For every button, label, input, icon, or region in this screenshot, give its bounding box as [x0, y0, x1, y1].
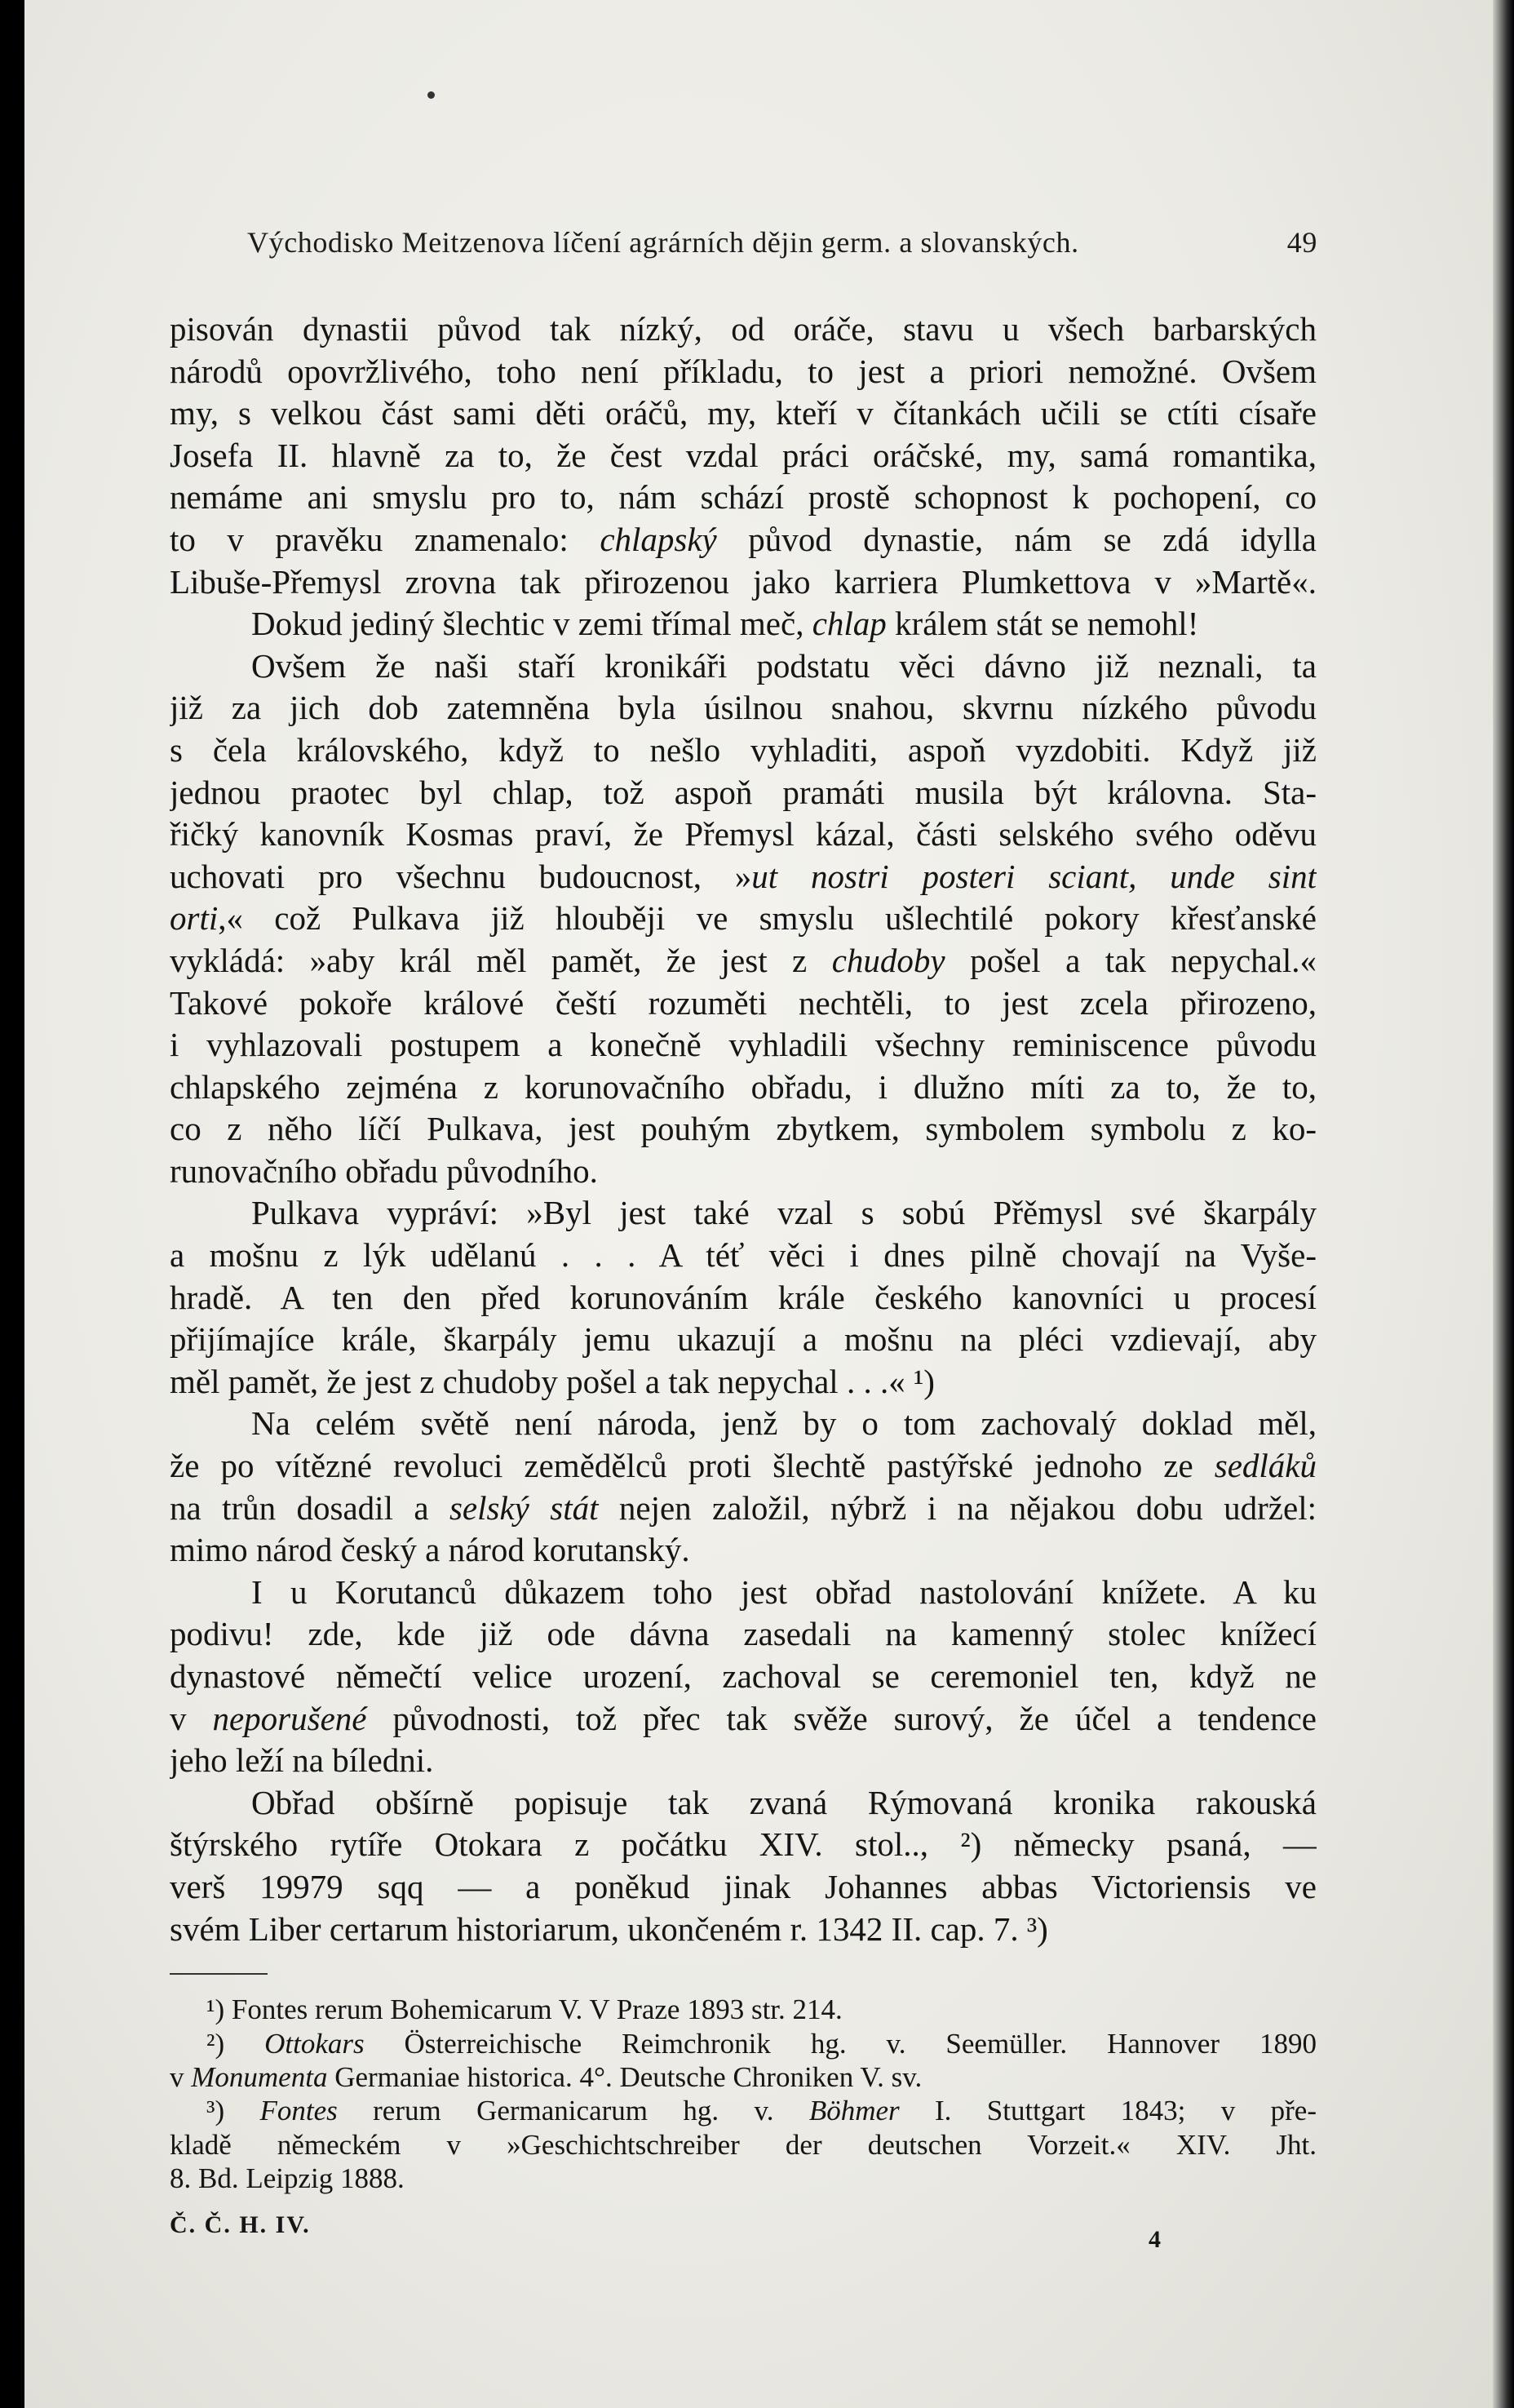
footnote-line: ³) Fontes rerum Germanicarum hg. v. Böhmer I. Stuttgart 1843; v pře-	[206, 2095, 1317, 2127]
text-line: že po vítězné revoluci zemědělců proti šlechtě pastýřské jednoho ze sedláků	[170, 1447, 1317, 1485]
text-line: my, s velkou část sami děti oráčů, my, kteří v čítankách učili se ctíti císaře	[170, 394, 1317, 432]
text-line: již za jich dob zatemněna byla úsilnou snahou, skvrnu nízkého původu	[170, 689, 1317, 727]
text-line: i vyhlazovali postupem a konečně vyhladili všechny reminiscence původu	[170, 1026, 1317, 1064]
running-header	[247, 225, 1317, 259]
text-line: nemáme ani smyslu pro to, nám schází prostě schopnost k pochopení, co	[170, 478, 1317, 517]
text-line: uchovati pro všechnu budoucnost, »ut nostri posteri sciant, unde sint	[170, 857, 1317, 895]
footnote-line: ¹) Fontes rerum Bohemicarum V. V Praze 1893 str. 214.	[206, 1993, 843, 2026]
text-line: to v pravěku znamenalo: chlapský původ dynastie, nám se zdá idylla	[170, 520, 1317, 558]
spacer	[170, 1950, 1317, 1962]
text-line: Na celém světě není národa, jenž by o tom zachovalý doklad měl,	[251, 1404, 1317, 1443]
body-paragraphs	[170, 308, 1317, 1950]
text-line: jeho leží na bíledni.	[170, 1741, 434, 1780]
sheet-number: 4	[1149, 2225, 1162, 2253]
text-line: národů opovržlivého, toho není příkladu, to jest a priori nemožné. Ovšem	[170, 352, 1317, 390]
footnote-line: v Monumenta Germaniae historica. 4°. Deutsche Chroniken V. sv.	[170, 2060, 923, 2093]
text-line: Takové pokoře králové čeští rozuměti nechtěli, to jest zcela přirozeno,	[170, 983, 1317, 1022]
main-text	[170, 308, 1317, 2253]
text-line: jednou praotec byl chlap, tož aspoň pramáti musila být královna. Sta-	[170, 773, 1317, 811]
text-line: orti,« což Pulkava již hlouběji ve smyslu ušlechtilé pokory křesťanské	[170, 899, 1317, 938]
text-line: Pulkava vypráví: »Byl jest také vzal s sobú Přěmysl své škarpály	[251, 1194, 1317, 1232]
text-line: Ovšem že naši staří kronikáři podstatu věci dávno již neznali, ta	[251, 646, 1317, 685]
signature-line	[170, 2204, 1317, 2253]
footnote-separator	[170, 1973, 268, 1975]
footnote-line: kladě německém v »Geschichtschreiber der deutschen Vorzeit.« XIV. Jht.	[170, 2128, 1317, 2161]
text-line: podivu! zde, kde již ode dávna zasedali na kamenný stolec knížecí	[170, 1615, 1317, 1653]
text-line: a mošnu z lýk udělanú . . . A téť věci i dnes pilně chovají na Vyše-	[170, 1236, 1317, 1275]
text-line: mimo národ český a národ korutanský.	[170, 1531, 690, 1569]
text-line: Dokud jediný šlechtic v zemi třímal meč, chlap králem stát se nemohl!	[251, 605, 1199, 643]
text-line: štýrského rytíře Otokara z počátku XIV. stol.., ²) německy psaná, —	[170, 1825, 1317, 1864]
footnote-line: ²) Ottokars Österreichische Reimchronik hg. v. Seemüller. Hannover 1890	[206, 2027, 1317, 2060]
running-title: Východisko Meitzenova líčení agrárních dějin germ. a slovanských.	[247, 226, 1079, 259]
text-line: řičký kanovník Kosmas praví, že Přemysl kázal, části selského svého oděvu	[170, 815, 1317, 854]
text-line: přijímajíce krále, škarpály jemu ukazují a mošnu na pléci vzdievají, aby	[170, 1320, 1317, 1359]
ink-speck	[427, 91, 435, 99]
text-line: I u Korutanců důkazem toho jest obřad nastolování knížete. A ku	[251, 1572, 1317, 1611]
text-line: hradě. A ten den před korunováním krále českého kanovníci u procesí	[170, 1278, 1317, 1316]
text-line: dynastové němečtí velice urození, zachoval se ceremoniel ten, když ne	[170, 1657, 1317, 1695]
text-line: na trůn dosadil a selský stát nejen založil, nýbrž i na nějakou dobu udržel:	[170, 1488, 1317, 1527]
text-line: v neporušené původnosti, tož přec tak svěže surový, že účel a tendence	[170, 1699, 1317, 1737]
text-line: pisován dynastii původ tak nízký, od oráče, stavu u všech barbarských	[170, 310, 1317, 348]
text-line: Libuše-Přemysl zrovna tak přirozenou jako karriera Plumkettova v »Martě«.	[170, 562, 1317, 601]
text-line: chlapského zejména z korunovačního obřadu, i dlužno míti za to, že to,	[170, 1067, 1317, 1106]
text-line: měl pamět, že jest z chudoby pošel a tak nepychal . . .« ¹)	[170, 1362, 935, 1400]
journal-mark: Č. Č. H. IV.	[170, 2211, 311, 2238]
text-line: runovačního obřadu původního.	[170, 1151, 598, 1190]
text-line: svém Liber certarum historiarum, ukončeném r. 1342 II. cap. 7. ³)	[170, 1909, 1048, 1948]
text-line: Josefa II. hlavně za to, že čest vzdal práci oráčské, my, samá romantika,	[170, 436, 1317, 474]
text-line: verš 19979 sqq — a poněkud jinak Johannes abbas Victoriensis ve	[170, 1867, 1317, 1905]
scan-dark-edge	[1493, 0, 1514, 2408]
text-line: vykládá: »aby král měl pamět, že jest z chudoby pošel a tak nepychal.«	[170, 941, 1317, 979]
page-number: 49	[1286, 226, 1317, 259]
text-line: s čela královského, když to nešlo vyhladiti, aspoň vyzdobiti. Když již	[170, 730, 1317, 769]
footnotes	[170, 1993, 1317, 2195]
footnote-line: 8. Bd. Leipzig 1888.	[170, 2162, 405, 2195]
text-line: Obřad obšírně popisuje tak zvaná Rýmovaná kronika rakouská	[251, 1783, 1317, 1821]
paper-sheet	[24, 0, 1493, 2408]
text-line: co z něho líčí Pulkava, jest pouhým zbytkem, symbolem symbolu z ko-	[170, 1110, 1317, 1148]
